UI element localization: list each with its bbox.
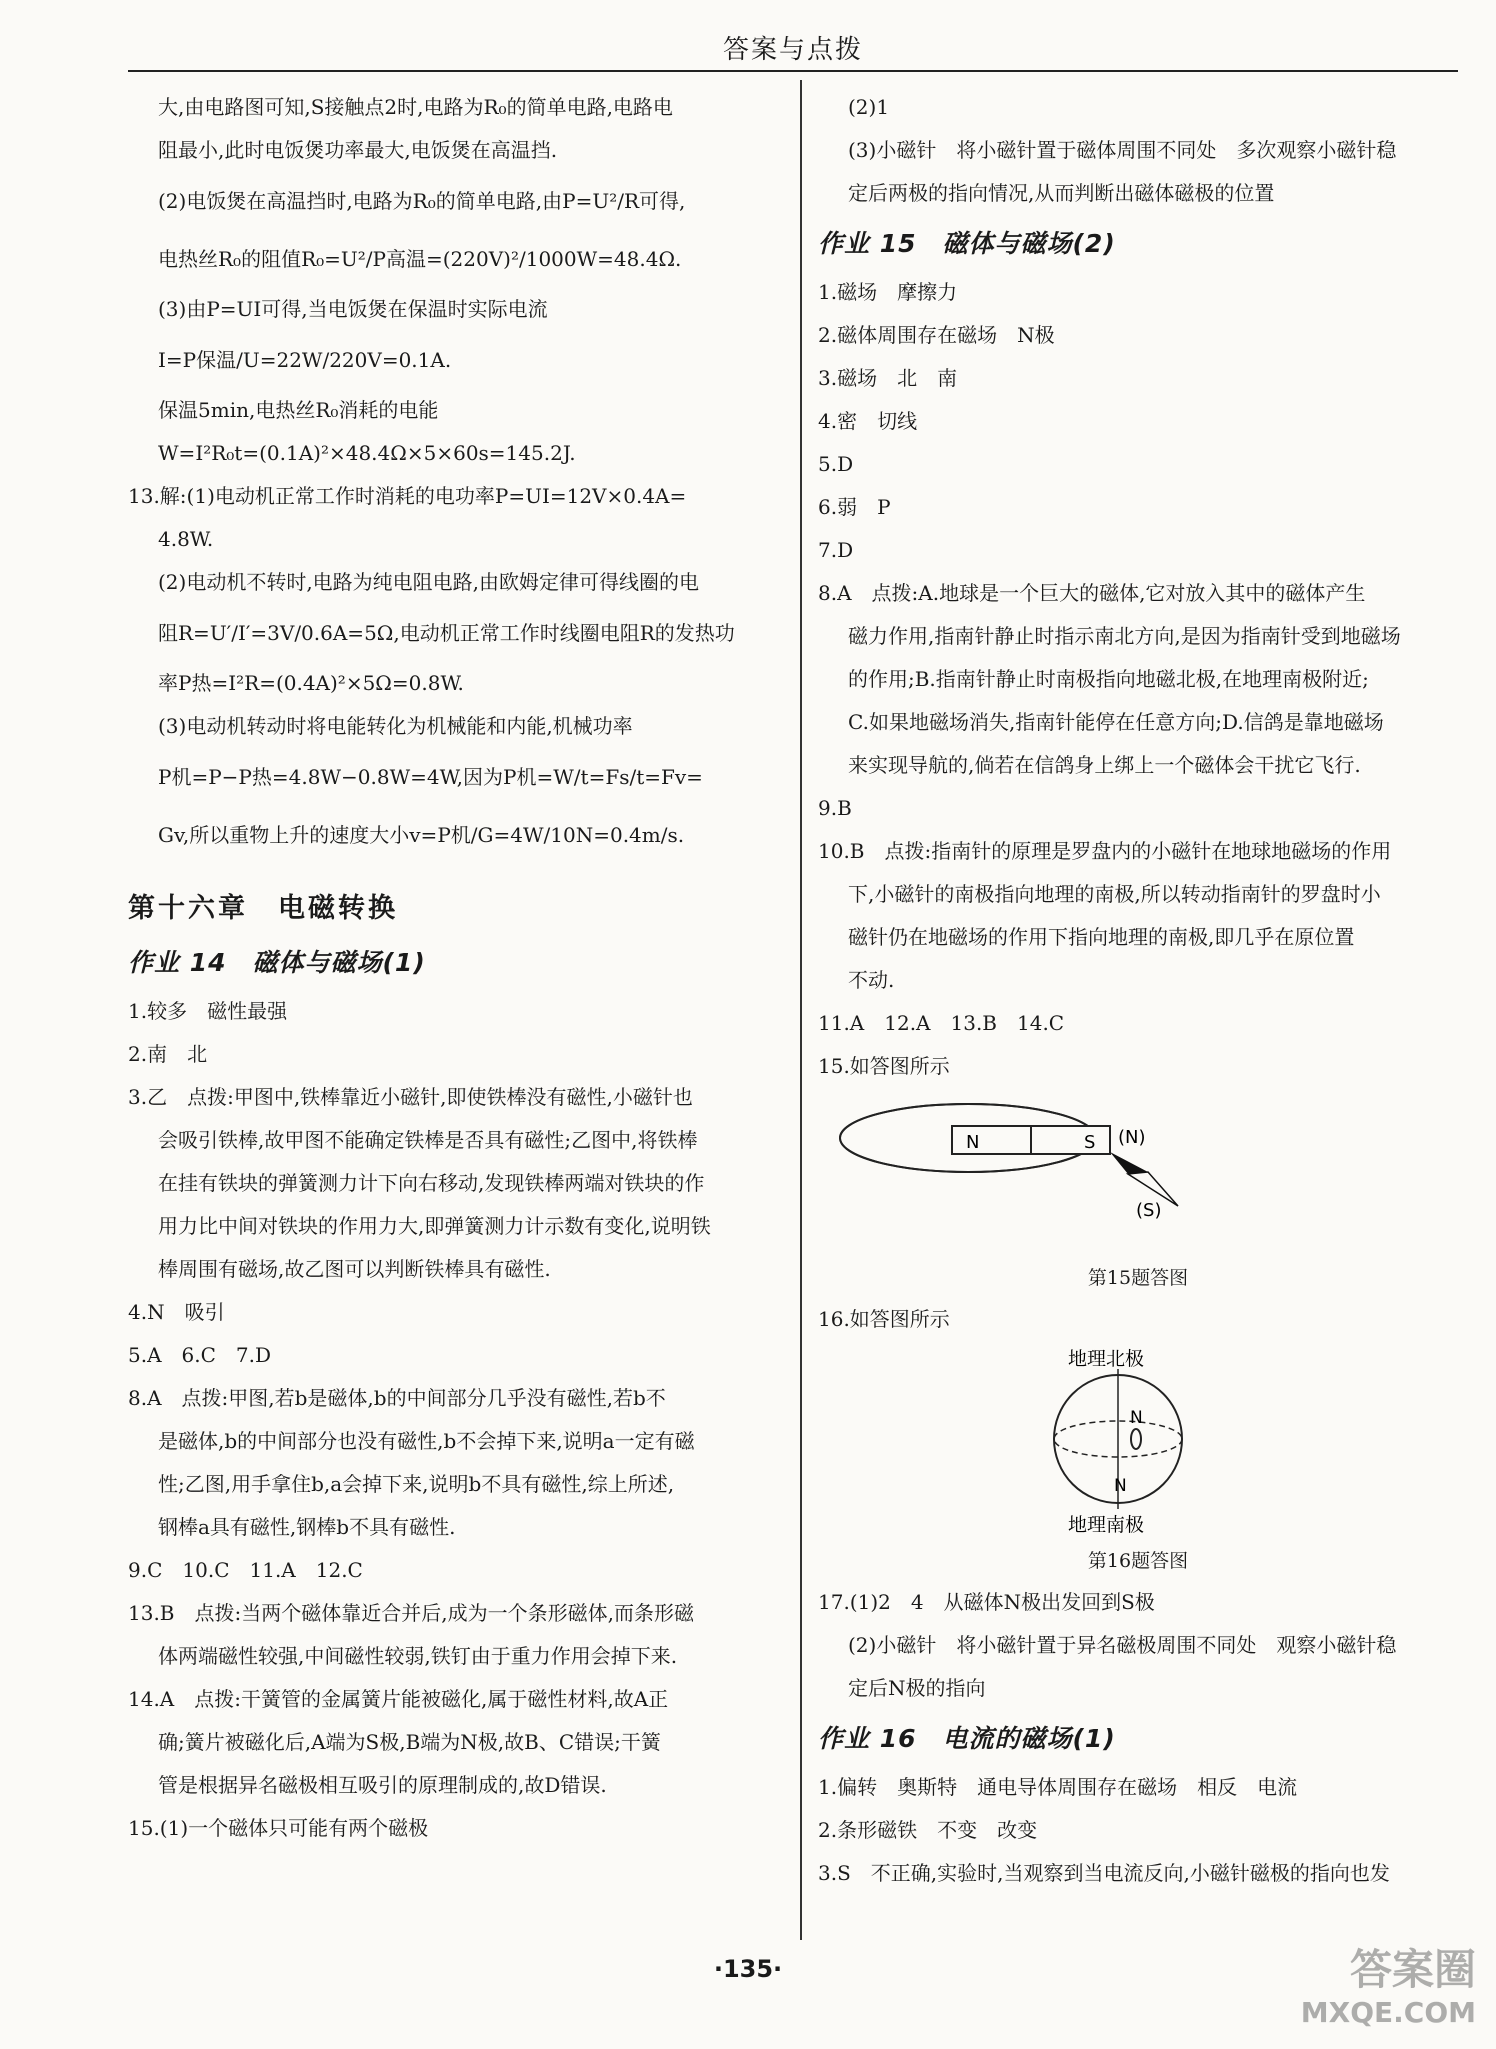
magnetic-n-bottom: N	[1114, 1476, 1127, 1496]
geo-south-label: 地理南极	[1068, 1514, 1145, 1536]
answer-item: 11.A 12.A 13.B 14.C	[818, 1011, 1065, 1035]
magnet-s-label: S	[1084, 1132, 1096, 1153]
answer-item: 13.B 点拨:当两个磁体靠近合并后,成为一个条形磁体,而条形磁	[128, 1601, 694, 1625]
text-line: 定后N极的指向	[848, 1676, 986, 1700]
column-divider	[800, 80, 802, 1940]
answer-item: 1.偏转 奥斯特 通电导体周围存在磁场 相反 电流	[818, 1775, 1298, 1799]
text-line: 下,小磁针的南极指向地理的南极,所以转动指南针的罗盘时小	[848, 882, 1381, 906]
page-number: ·135·	[713, 1955, 783, 1983]
right-column	[818, 86, 1458, 1895]
text-line: 性;乙图,用手拿住b,a会掉下来,说明b不具有磁性,综上所述,	[158, 1472, 675, 1496]
figure-15-caption: 第15题答图	[1087, 1267, 1189, 1289]
answer-item: 8.A 点拨:甲图,若b是磁体,b的中间部分几乎没有磁性,若b不	[128, 1386, 666, 1410]
text-line: 是磁体,b的中间部分也没有磁性,b不会掉下来,说明a一定有磁	[158, 1429, 695, 1453]
text-line: 电热丝R₀的阻值R₀=U²/P高温=(220V)²/1000W=48.4Ω.	[158, 247, 682, 271]
text-line: W=I²R₀t=(0.1A)²×48.4Ω×5×60s=145.2J.	[158, 441, 576, 465]
answer-item: 3.磁场 北 南	[818, 366, 958, 390]
text-line: (2)小磁针 将小磁针置于异名磁极周围不同处 观察小磁针稳	[848, 1633, 1397, 1657]
text-line: 阻R=U′/I′=3V/0.6A=5Ω,电动机正常工作时线圈电阻R的发热功	[158, 621, 735, 645]
answer-item: 4.N 吸引	[128, 1300, 225, 1324]
text-line: (2)1	[848, 95, 890, 119]
answer-item: 8.A 点拨:A.地球是一个巨大的磁体,它对放入其中的磁体产生	[818, 581, 1366, 605]
text-line: C.如果地磁场消失,指南针能停在任意方向;D.信鸽是靠地磁场	[848, 710, 1384, 734]
text-line: 率P热=I²R=(0.4A)²×5Ω=0.8W.	[158, 671, 464, 695]
watermark-logo: 答案圈	[1349, 1945, 1476, 1994]
text-line: 不动.	[848, 968, 895, 992]
answer-item: 15.如答图所示	[818, 1054, 950, 1078]
text-line: 棒周围有磁场,故乙图可以判断铁棒具有磁性.	[158, 1257, 551, 1281]
answer-item: 5.A 6.C 7.D	[128, 1343, 272, 1367]
watermark	[1301, 1945, 1476, 2031]
text-line: 磁力作用,指南针静止时指示南北方向,是因为指南针受到地磁场	[848, 624, 1401, 648]
answer-item: 9.B	[818, 796, 852, 820]
answer-item: 13.解:(1)电动机正常工作时消耗的电功率P=UI=12V×0.4A=	[128, 484, 687, 508]
text-line: 会吸引铁棒,故甲图不能确定铁棒是否具有磁性;乙图中,将铁棒	[158, 1128, 698, 1152]
chapter-title: 第十六章 电磁转换	[128, 893, 398, 924]
answer-item: 16.如答图所示	[818, 1307, 950, 1331]
needle-s-label: (S)	[1136, 1200, 1162, 1221]
text-line: (2)电饭煲在高温挡时,电路为R₀的简单电路,由P=U²/R可得,	[158, 189, 686, 213]
answer-item: 14.A 点拨:干簧管的金属簧片能被磁化,属于磁性材料,故A正	[128, 1687, 669, 1711]
text-line: 磁针仍在地磁场的作用下指向地理的南极,即几乎在原位置	[848, 925, 1355, 949]
text-line: 4.8W.	[158, 527, 214, 551]
bar-magnet-diagram	[818, 1088, 1458, 1258]
text-line: 钢棒a具有磁性,钢棒b不具有磁性.	[158, 1515, 456, 1539]
text-line: 在挂有铁块的弹簧测力计下向右移动,发现铁棒两端对铁块的作	[158, 1171, 705, 1195]
answer-item: 1.磁场 摩擦力	[818, 280, 958, 304]
text-line: (3)电动机转动时将电能转化为机械能和内能,机械功率	[158, 714, 633, 738]
text-line: 的作用;B.指南针静止时南极指向地磁北极,在地理南极附近;	[848, 667, 1369, 691]
answer-item: 17.(1)2 4 从磁体N极出发回到S极	[818, 1590, 1155, 1614]
answer-item: 3.S 不正确,实验时,当观察到当电流反向,小磁针磁极的指向也发	[818, 1861, 1390, 1885]
text-line: Gv,所以重物上升的速度大小v=P机/G=4W/10N=0.4m/s.	[158, 823, 685, 847]
text-line: 用力比中间对铁块的作用力大,即弹簧测力计示数有变化,说明铁	[158, 1214, 711, 1238]
magnetic-n-top: N	[1130, 1408, 1143, 1428]
text-line: 确;簧片被磁化后,A端为S极,B端为N极,故B、C错误;干簧	[158, 1730, 661, 1754]
section-heading: 作业 14 磁体与磁场(1)	[128, 948, 426, 977]
watermark-url: MXQE.COM	[1300, 1996, 1476, 2029]
text-line: 大,由电路图可知,S接触点2时,电路为R₀的简单电路,电路电	[158, 95, 673, 119]
answer-item: 3.乙 点拨:甲图中,铁棒靠近小磁针,即使铁棒没有磁性,小磁针也	[128, 1085, 693, 1109]
answer-item: 6.弱 P	[818, 495, 891, 519]
answer-item: 9.C 10.C 11.A 12.C	[128, 1558, 363, 1582]
text-line: (3)由P=UI可得,当电饭煲在保温时实际电流	[158, 297, 548, 321]
text-line: P机=P−P热=4.8W−0.8W=4W,因为P机=W/t=Fs/t=Fv=	[158, 765, 703, 789]
text-line: 保温5min,电热丝R₀消耗的电能	[158, 398, 439, 422]
earth-diagram	[818, 1341, 1458, 1541]
answer-item: 4.密 切线	[818, 409, 918, 433]
text-line: 阻最小,此时电饭煲功率最大,电饭煲在高温挡.	[158, 138, 558, 162]
answer-item: 15.(1)一个磁体只可能有两个磁极	[128, 1816, 429, 1840]
text-line: 管是根据异名磁极相互吸引的原理制成的,故D错误.	[158, 1773, 607, 1797]
needle-n-label: (N)	[1118, 1127, 1146, 1148]
figure-16	[818, 1341, 1458, 1541]
geo-north-label: 地理北极	[1068, 1348, 1145, 1370]
text-line: 体两端磁性较强,中间磁性较弱,铁钉由于重力作用会掉下来.	[158, 1644, 678, 1668]
answer-item: 5.D	[818, 452, 854, 476]
figure-15	[818, 1088, 1458, 1258]
answer-item: 7.D	[818, 538, 854, 562]
section-heading: 作业 15 磁体与磁场(2)	[818, 229, 1116, 258]
answer-item: 2.条形磁铁 不变 改变	[818, 1818, 1038, 1842]
header-title: 答案与点拨	[722, 35, 863, 65]
left-column	[128, 86, 778, 1850]
text-line: (2)电动机不转时,电路为纯电阻电路,由欧姆定律可得线圈的电	[158, 570, 700, 594]
answer-item: 2.南 北	[128, 1042, 208, 1066]
figure-16-caption: 第16题答图	[1087, 1550, 1189, 1572]
text-line: (3)小磁针 将小磁针置于磁体周围不同处 多次观察小磁针稳	[848, 138, 1397, 162]
page-header	[128, 30, 1458, 72]
answer-item: 1.较多 磁性最强	[128, 999, 288, 1023]
answer-item: 2.磁体周围存在磁场 N极	[818, 323, 1055, 347]
magnet-n-label: N	[966, 1132, 980, 1153]
answer-item: 10.B 点拨:指南针的原理是罗盘内的小磁针在地球地磁场的作用	[818, 839, 1392, 863]
text-line: 来实现导航的,倘若在信鸽身上绑上一个磁体会干扰它飞行.	[848, 753, 1361, 777]
text-line: 定后两极的指向情况,从而判断出磁体磁极的位置	[848, 181, 1275, 205]
text-line: I=P保温/U=22W/220V=0.1A.	[158, 348, 452, 372]
section-heading: 作业 16 电流的磁场(1)	[818, 1724, 1116, 1753]
